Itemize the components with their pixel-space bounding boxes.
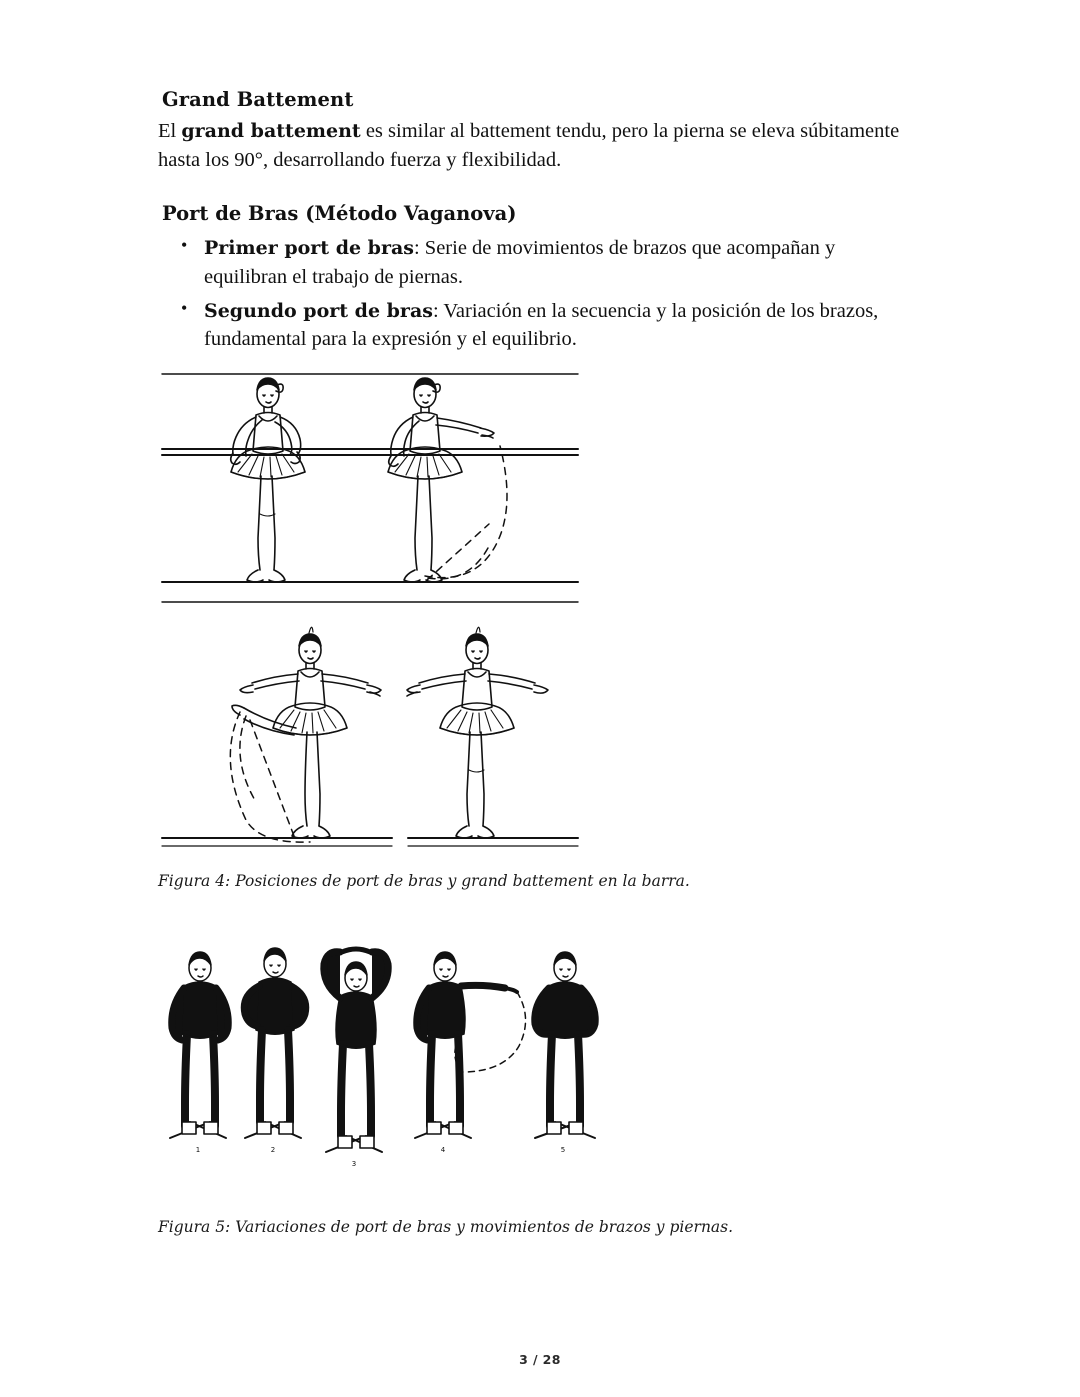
list-item [204, 234, 922, 291]
svg-text:3: 3 [351, 1159, 357, 1168]
svg-text:4: 4 [440, 1145, 446, 1154]
figure-4-image [160, 370, 580, 860]
term-grand-battement: grand battement [181, 120, 361, 142]
bullet-term-1: Primer port de bras [204, 237, 414, 260]
svg-text:1: 1 [195, 1145, 201, 1154]
svg-text:2: 2 [270, 1145, 276, 1154]
heading-grand-battement: Grand Battement [162, 88, 354, 111]
figure-4-caption: Figura 4: Posiciones de port de bras y grand battement en la barra. [158, 871, 690, 890]
figure-5 [158, 916, 922, 1236]
bullet-term-2: Segundo port de bras [204, 299, 433, 322]
list-port-de-bras [158, 234, 922, 354]
heading-port-de-bras: Port de Bras (Método Vaganova) [162, 202, 517, 226]
paragraph-grand-battement: El grand battement es similar al battement tendu, pero la pierna se eleva súbitamente hasta los 90°, desarrollando fuerza y flexibilidad. [158, 120, 900, 172]
bullet-text-1: : Serie de movimientos de brazos que acompañan y equilibran el trabajo de piernas. [204, 237, 836, 288]
figure-5-image [160, 916, 640, 1206]
figure-5-caption: Figura 5: Variaciones de port de bras y movimientos de brazos y piernas. [158, 1217, 734, 1236]
list-item [204, 297, 922, 354]
page-content [158, 88, 922, 1236]
page-number: 3 / 28 [519, 1352, 561, 1367]
bullet-text-2: : Variación en la secuencia y la posición de los brazos, fundamental para la expresión y el equilibrio. [204, 299, 879, 351]
svg-text:5: 5 [560, 1145, 566, 1154]
figure-4 [158, 370, 922, 890]
